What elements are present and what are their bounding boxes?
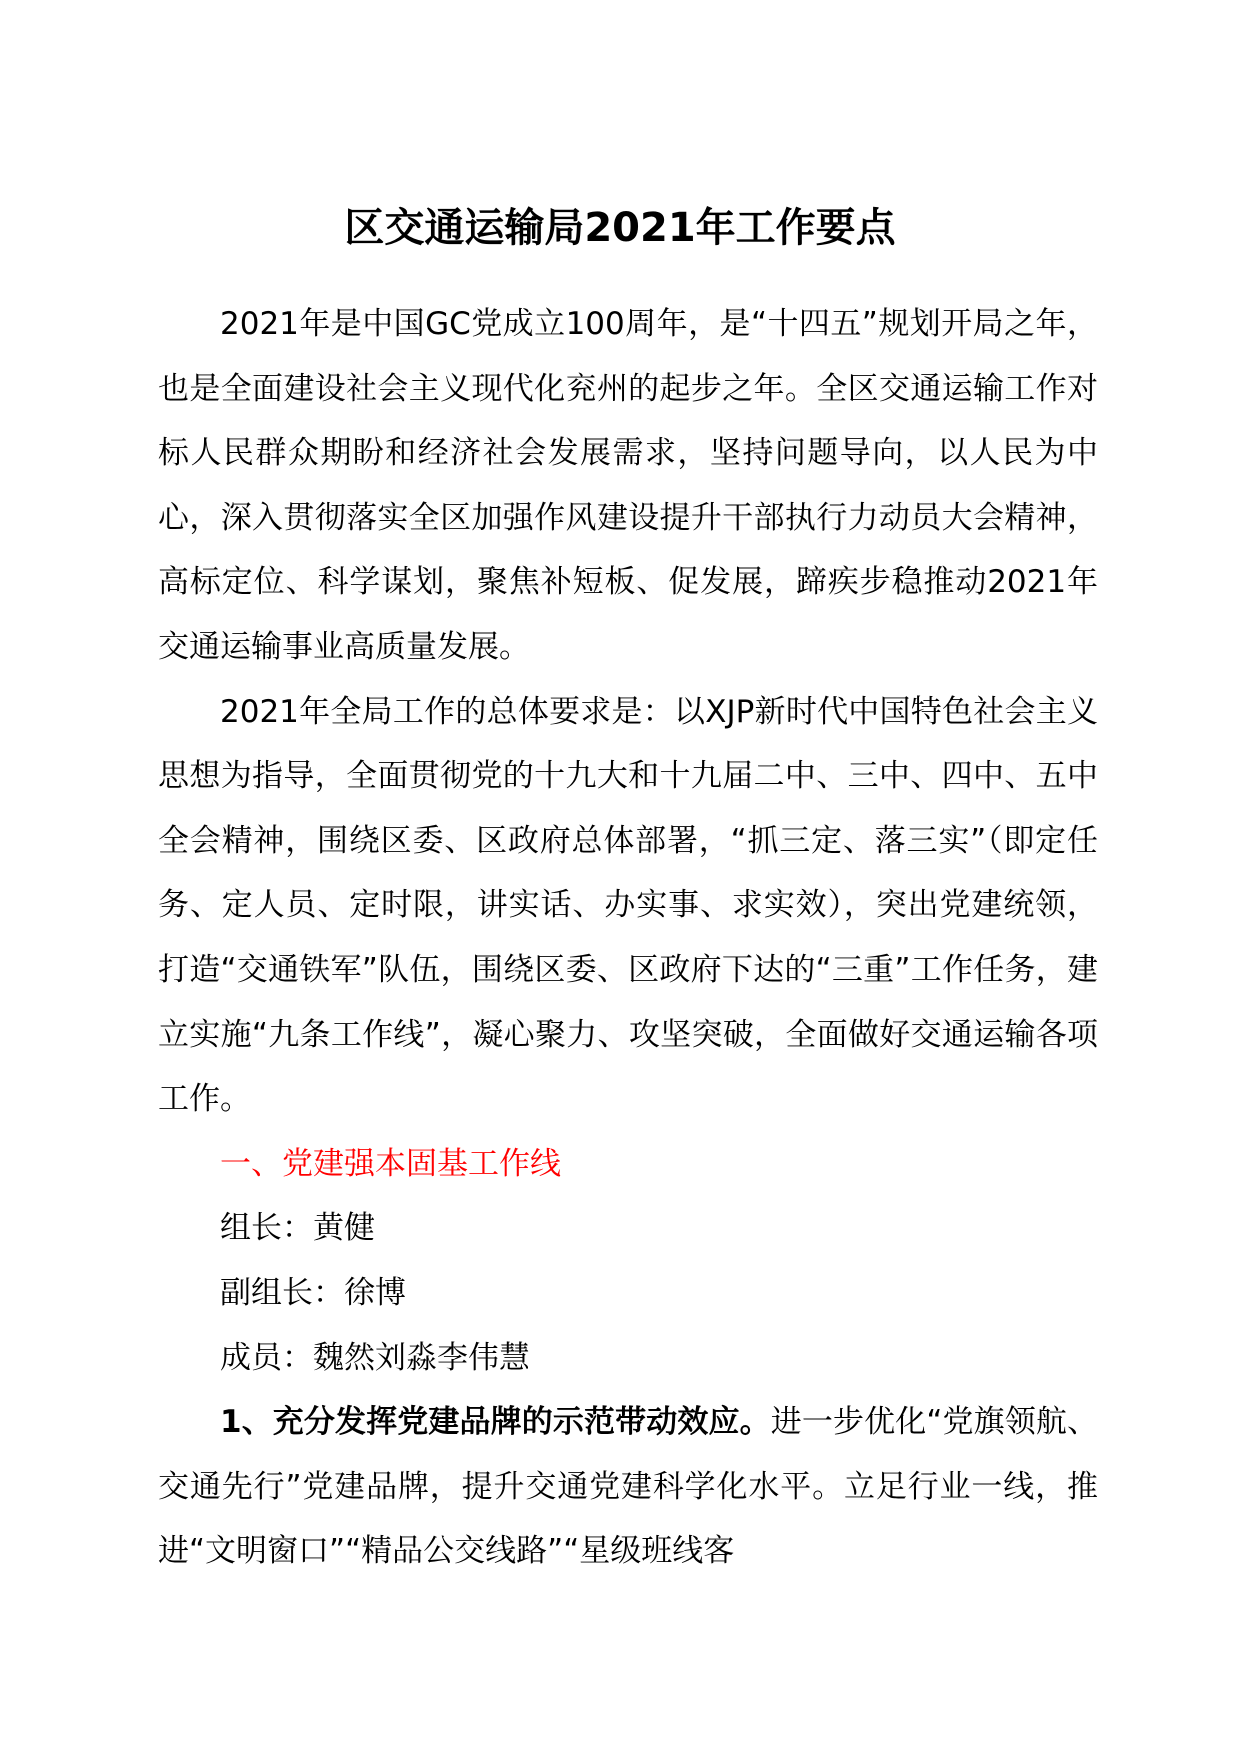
intro-paragraph-1: 2021年是中国GC党成立100周年，是“十四五”规划开局之年，也是全面建设社会主义现代化兖州的起步之年。全区交通运输工作对标人民群众期盼和经济社会发展需求，坚持问题导向，以人民为中心，深入贯彻落实全区加强作风建设提升干部执行力动员大会精神，高标定位、科学谋划，聚焦补短板、促发展，蹄疾步稳推动2021年交通运输事业高质量发展。 xyxy=(158,306,1098,665)
section-heading: 一、党建强本固基工作线 xyxy=(220,1145,561,1182)
group-leader: 组长：黄健 xyxy=(220,1210,375,1247)
deputy-group-leader: 副组长：徐博 xyxy=(220,1274,406,1311)
item-text: 进一步优化“党旗领航、交通先行”党建品牌，提升交通党建科学化水平。立足行业一线，推进“文明窗口”“精品公交线路”“星级班线客 xyxy=(158,1404,1098,1570)
item-paragraph-1 xyxy=(158,1390,1098,1584)
document-body xyxy=(158,292,1098,1584)
group-members: 成员：魏然刘淼李伟慧 xyxy=(220,1339,530,1376)
item-lead: 1、充分发挥党建品牌的示范带动效应。 xyxy=(220,1404,771,1441)
document-title: 区交通运输局2021年工作要点 xyxy=(344,205,896,251)
intro-paragraph-2: 2021年全局工作的总体要求是：以XJP新时代中国特色社会主义思想为指导，全面贯彻党的十九大和十九届二中、三中、四中、五中全会精神，围绕区委、区政府总体部署，“抓三定、落三实”（即定任务、定人员、定时限，讲实话、办实事、求实效），突出党建统领，打造“交通铁军”队伍，围绕区委、区政府下达的“三重”工作任务，建立实施“九条工作线”，凝心聚力、攻坚突破，全面做好交通运输各项工作。 xyxy=(158,693,1098,1118)
